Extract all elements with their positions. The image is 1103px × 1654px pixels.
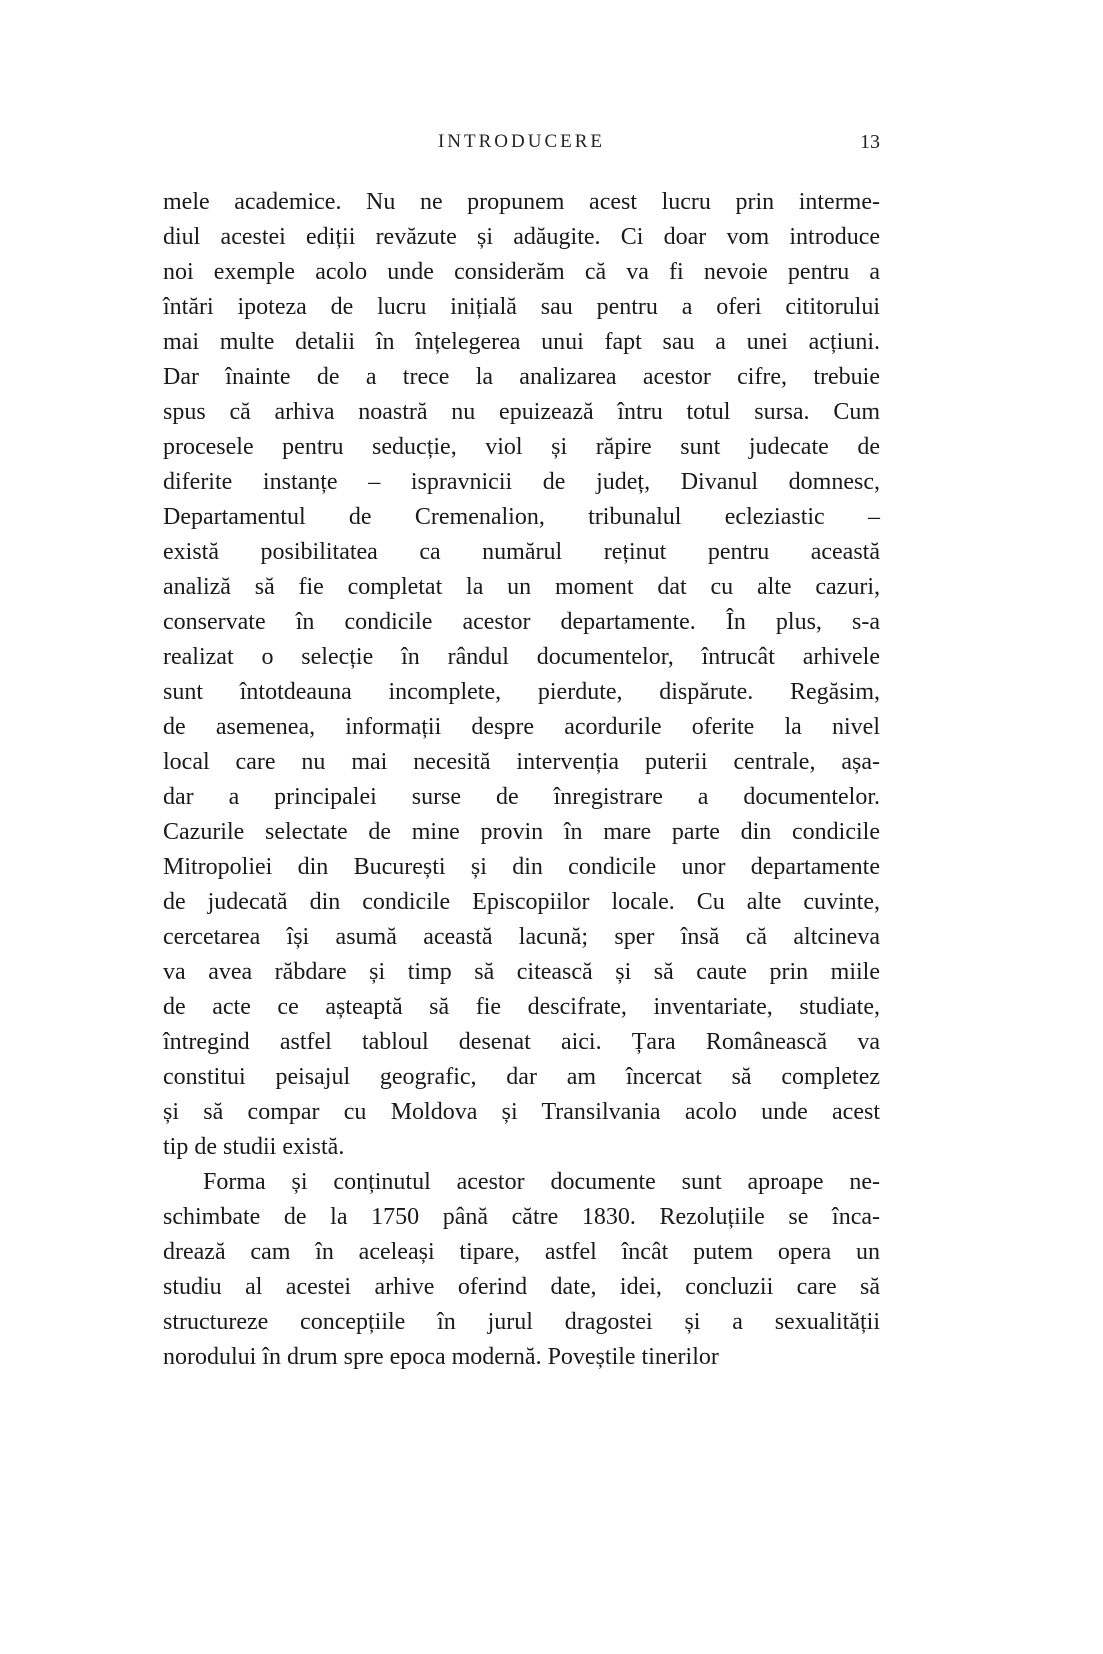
text-line: tip de studii există.: [163, 1134, 345, 1160]
text-line: de acte ce așteaptă să fie descifrate, inventariate, studiate,: [163, 994, 880, 1020]
text-line: constitui peisajul geografic, dar am încercat să completez: [163, 1064, 880, 1090]
text-line: procesele pentru seducție, viol și răpire sunt judecate de: [163, 434, 880, 460]
text-line: local care nu mai necesită intervenția puterii centrale, așa-: [163, 749, 880, 775]
text-line: Cazurile selectate de mine provin în mare parte din condicile: [163, 819, 880, 845]
text-line: mai multe detalii în înțelegerea unui fapt sau a unei acțiuni.: [163, 329, 880, 355]
paragraph: [163, 185, 880, 1165]
text-line: Departamentul de Cremenalion, tribunalul ecleziastic –: [163, 504, 880, 530]
text-line: va avea răbdare și timp să citească și să caute prin miile: [163, 959, 880, 985]
text-line: diul acestei ediții revăzute și adăugite. Ci doar vom introduce: [163, 224, 880, 250]
text-line: spus că arhiva noastră nu epuizează întru totul sursa. Cum: [163, 399, 880, 425]
page-number: 13: [860, 131, 880, 153]
text-line: studiu al acestei arhive oferind date, idei, concluzii care să: [163, 1274, 880, 1300]
paragraph: [163, 1165, 880, 1375]
text-line: întregind astfel tabloul desenat aici. Țara Românească va: [163, 1029, 880, 1055]
text-line: există posibilitatea ca numărul reținut pentru această: [163, 539, 880, 565]
text-line: de asemenea, informații despre acordurile oferite la nivel: [163, 714, 880, 740]
text-line: noi exemple acolo unde considerăm că va fi nevoie pentru a: [163, 259, 880, 285]
text-block: [163, 131, 880, 1375]
text-line: norodului în drum spre epoca modernă. Poveștile tinerilor: [163, 1344, 719, 1370]
text-line: structureze concepțiile în jurul dragostei și a sexualității: [163, 1309, 880, 1335]
text-line: Mitropoliei din București și din condicile unor departamente: [163, 854, 880, 880]
text-line: mele academice. Nu ne propunem acest lucru prin interme-: [163, 189, 880, 215]
text-line: întări ipoteza de lucru inițială sau pentru a oferi cititorului: [163, 294, 880, 320]
text-line: drează cam în aceleași tipare, astfel încât putem opera un: [163, 1239, 880, 1265]
text-line: Dar înainte de a trece la analizarea acestor cifre, trebuie: [163, 364, 880, 390]
text-line: Forma și conținutul acestor documente sunt aproape ne-: [203, 1169, 880, 1195]
text-line: analiză să fie completat la un moment dat cu alte cazuri,: [163, 574, 880, 600]
text-line: sunt întotdeauna incomplete, pierdute, dispărute. Regăsim,: [163, 679, 880, 705]
text-line: cercetarea își asumă această lacună; sper însă că altcineva: [163, 924, 880, 950]
text-line: de judecată din condicile Episcopiilor locale. Cu alte cuvinte,: [163, 889, 880, 915]
body-text: [163, 185, 880, 1375]
text-line: realizat o selecție în rândul documentelor, întrucât arhivele: [163, 644, 880, 670]
running-head: [163, 131, 880, 161]
text-line: schimbate de la 1750 până către 1830. Rezoluțiile se înca-: [163, 1204, 880, 1230]
text-line: și să compar cu Moldova și Transilvania acolo unde acest: [163, 1099, 880, 1125]
text-line: diferite instanțe – ispravnicii de județ, Divanul domnesc,: [163, 469, 880, 495]
chapter-title: INTRODUCERE: [437, 131, 606, 152]
text-line: conservate în condicile acestor departamente. În plus, s-a: [163, 609, 880, 635]
text-line: dar a principalei surse de înregistrare a documentelor.: [163, 784, 880, 810]
